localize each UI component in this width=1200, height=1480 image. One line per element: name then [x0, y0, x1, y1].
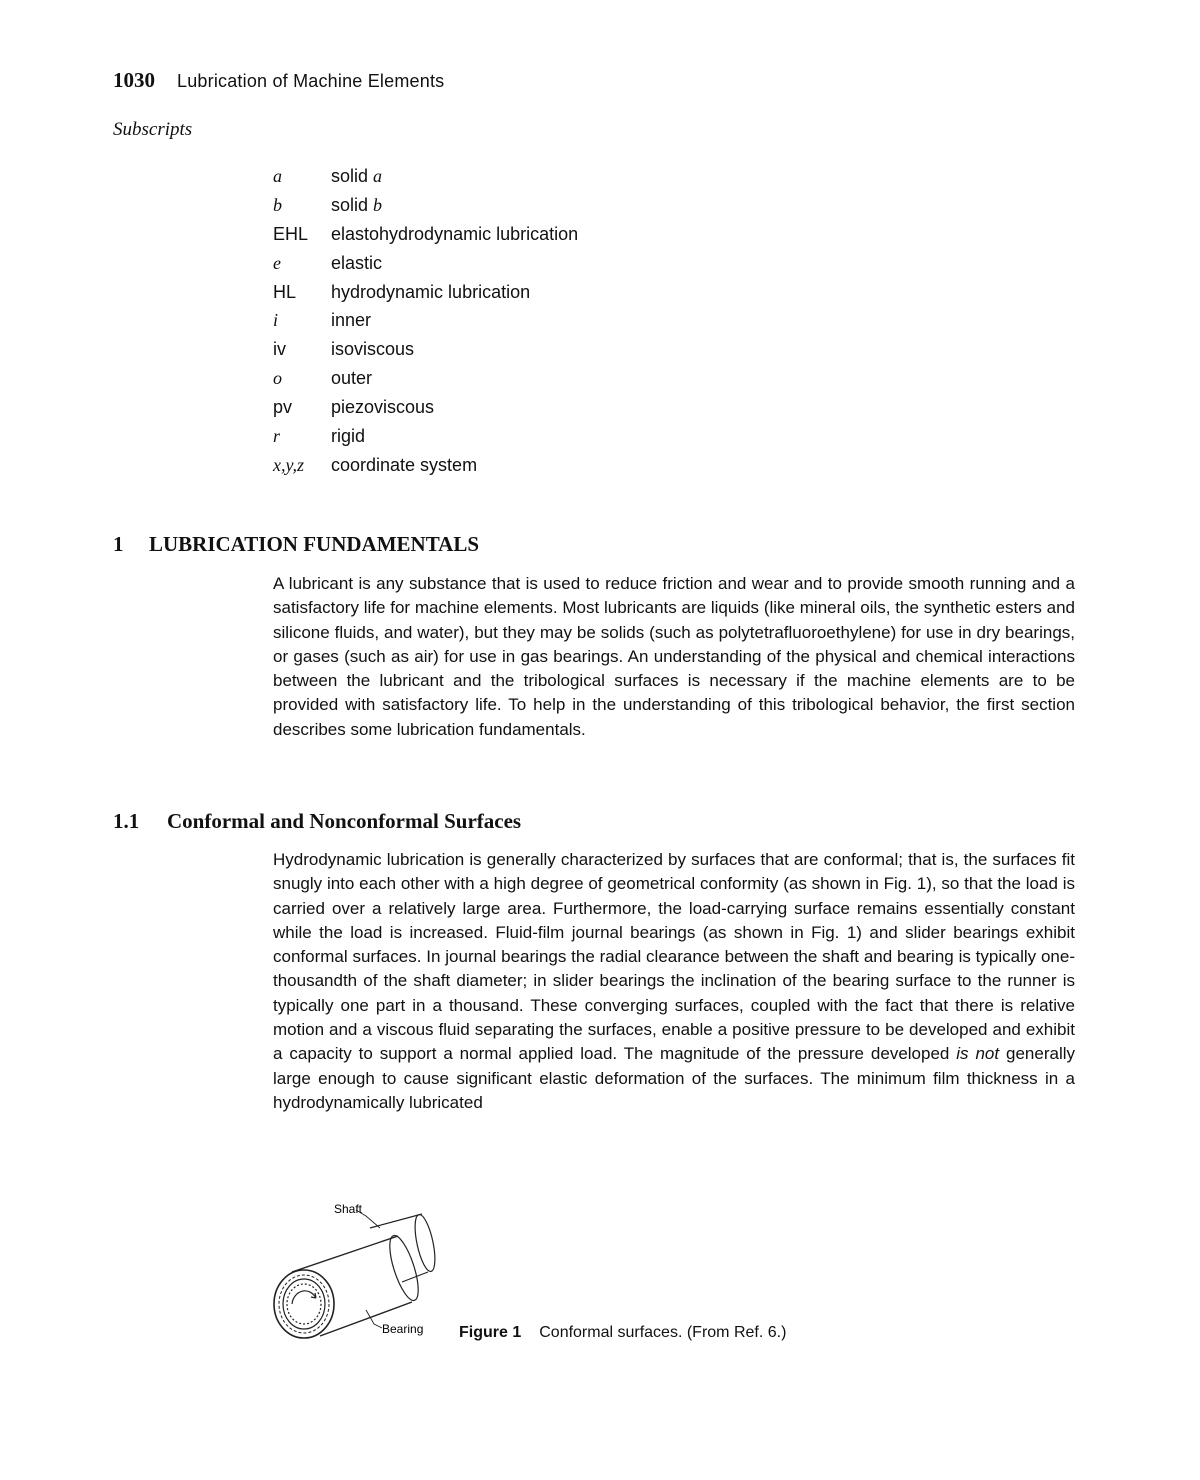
subscript-symbol: iv	[273, 339, 286, 360]
section-number: 1.1	[113, 809, 140, 833]
subscript-description	[331, 397, 434, 418]
shaft-label: Shaft	[334, 1202, 363, 1216]
section-1-paragraph: A lubricant is any substance that is used to reduce friction and wear and to provide smooth running and a satisfactory life for machine elements. Most lubricants are liquids (like mineral oils, the synthetic esters and silicone fluids, and water), but they may be solids (such as polytetrafluoroethylene) for use in dry bearings, or gases (such as air) for use in gas bearings. An understanding of the physical and chemical interactions between the lubricant and the tribological surfaces is necessary if the machine elements are to be provided with satisfactory life. To help in the understanding of this tribological behavior, the first section describes some lubrication fundamentals.	[273, 574, 1075, 739]
section-1-1-heading	[113, 809, 521, 834]
subscript-symbol: r	[273, 425, 281, 446]
subscript-symbol: a	[273, 165, 282, 186]
subscript-description-text: outer	[331, 368, 373, 389]
subscript-description	[331, 253, 382, 274]
subscript-symbol: pv	[273, 397, 293, 418]
paragraph-text: Hydrodynamic lubrication is generally characterized by surfaces that are conformal; that is, the surfaces fit snugly into each other with a high degree of geometrical conformity (as shown in Fig. 1), so that the load is carried over a relatively large area. Furthermore, the load-carrying surface remains essentially constant while the load is increased. Fluid-film journal bearings (as shown in Fig. 1) and slider bearings exhibit conformal surfaces. In journal bearings the radial clearance between the shaft and bearing is typically one-thousandth of the shaft diameter; in slider bearings the inclination of the bearing surface to the runner is typically one part in a thousand. These converging surfaces, coupled with the fact that there is relative motion and a viscous fluid separating the surfaces, enable a positive pressure to be developed and exhibit a capacity to support a normal applied load. The magnitude of the pressure developed	[273, 850, 1075, 1064]
subscript-description-text: solid	[331, 165, 374, 186]
subscript-row	[273, 335, 578, 364]
subscript-description	[331, 426, 365, 447]
paragraph-text: generally large enough to cause significant elastic deformation of the surfaces. The minimum film thickness in a hydrodynamically lubricated	[273, 1044, 1076, 1112]
section-title: Conformal and Nonconformal Surfaces	[167, 809, 522, 833]
subscript-row	[273, 451, 578, 480]
subscript-description-text: solid	[331, 194, 374, 215]
subscript-description-text: rigid	[331, 425, 366, 446]
subscripts-heading: Subscripts	[113, 119, 193, 140]
subscript-description	[331, 455, 477, 476]
subscript-symbol: EHL	[273, 223, 309, 244]
page-header	[113, 68, 444, 93]
subscript-symbol: e	[273, 252, 281, 273]
subscript-description-text: piezoviscous	[331, 397, 435, 418]
subscript-description	[331, 368, 372, 389]
subscript-symbol: o	[273, 368, 282, 389]
subscript-row	[273, 422, 578, 451]
section-1-1-paragraph	[273, 848, 1075, 1115]
bearing-label: Bearing	[382, 1322, 424, 1336]
subscript-description-text: coordinate system	[331, 454, 478, 475]
subscripts-list	[273, 162, 578, 480]
section-title: LUBRICATION FUNDAMENTALS	[149, 532, 480, 556]
subscript-description	[331, 282, 530, 303]
section-1-heading	[113, 532, 479, 557]
subscript-description-symbol: b	[373, 194, 383, 215]
subscript-row	[273, 162, 578, 191]
subscript-row	[273, 278, 578, 307]
subscript-description-text: elastic	[331, 252, 383, 273]
subscript-description-text: hydrodynamic lubrication	[331, 281, 531, 302]
running-title: Lubrication of Machine Elements	[177, 71, 445, 91]
subscript-description	[331, 339, 414, 360]
page-number: 1030	[113, 68, 155, 92]
subscript-description	[331, 166, 382, 187]
subscript-description-symbol: a	[373, 165, 383, 186]
subscript-symbol: x,y,z	[273, 454, 304, 475]
subscript-description	[331, 224, 578, 245]
subscript-symbol: b	[273, 194, 282, 215]
subscript-row	[273, 191, 578, 220]
subscript-description	[331, 195, 382, 216]
figure-caption-text: Conformal surfaces. (From Ref. 6.)	[539, 1324, 787, 1341]
subscript-row	[273, 306, 578, 335]
subscript-row	[273, 393, 578, 422]
subscript-description-text: elastohydrodynamic lubrication	[331, 223, 579, 244]
figure-1-caption	[459, 1324, 786, 1342]
section-number: 1	[113, 532, 124, 556]
subscript-row	[273, 364, 578, 393]
subscript-description-text: inner	[331, 310, 372, 331]
subscript-symbol: HL	[273, 281, 297, 302]
subscript-description-text: isoviscous	[331, 339, 415, 360]
subscript-row	[273, 220, 578, 249]
subscript-symbol: i	[273, 310, 279, 331]
figure-label: Figure 1	[459, 1324, 522, 1341]
subscript-row	[273, 249, 578, 278]
figure-1-journal-bearing-illustration	[262, 1192, 442, 1342]
emphasis-text: is not	[956, 1044, 1000, 1064]
subscript-description	[331, 310, 371, 331]
